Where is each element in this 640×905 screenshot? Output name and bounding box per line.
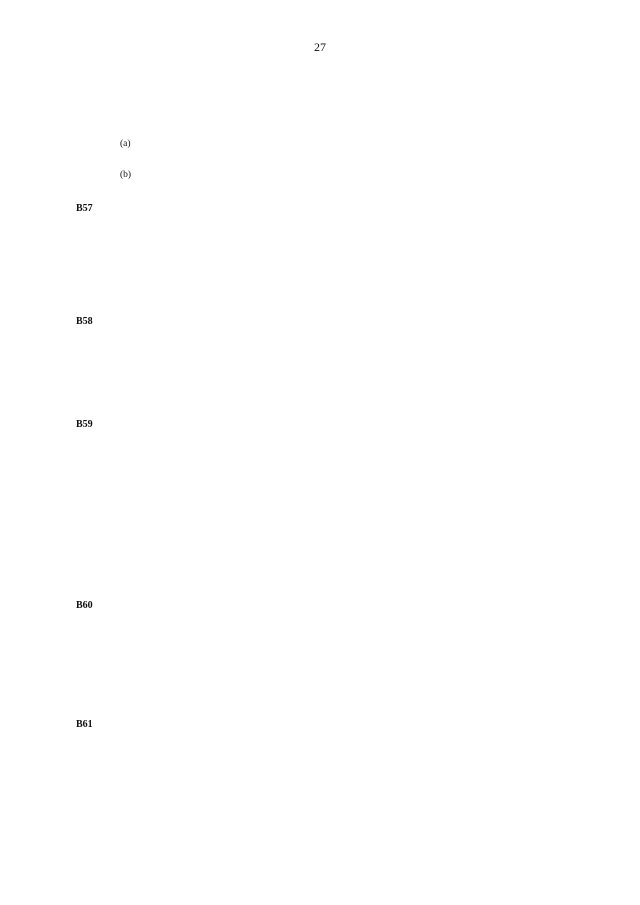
paragraph-number: B58 [76, 316, 93, 327]
paragraph-number: B61 [76, 719, 93, 730]
list-item [116, 170, 576, 193]
paragraph-b57 [76, 203, 576, 307]
page-number: 27 [314, 40, 326, 54]
conditions-list [116, 139, 576, 193]
section-heading [116, 392, 576, 407]
paragraph-text [116, 419, 576, 591]
page-content [76, 84, 576, 868]
paragraph-number: B60 [76, 600, 93, 611]
paragraph-b58 [76, 316, 576, 374]
list-item-text [162, 139, 576, 162]
paragraph-b59 [76, 419, 576, 591]
paragraph-b60 [76, 600, 576, 710]
paragraph-number: B57 [76, 203, 93, 214]
list-marker: (a) [120, 139, 131, 149]
paragraph-b61 [76, 719, 576, 859]
paragraph-text [116, 719, 576, 859]
list-item-text [162, 170, 576, 193]
paragraph-text [116, 316, 576, 374]
paragraph-intro [76, 84, 576, 130]
paragraph-text [116, 84, 576, 130]
list-item [116, 139, 576, 162]
list-marker: (b) [120, 170, 132, 180]
paragraph-text [116, 600, 576, 710]
paragraph-text [116, 203, 576, 307]
paragraph-number: B59 [76, 419, 93, 430]
